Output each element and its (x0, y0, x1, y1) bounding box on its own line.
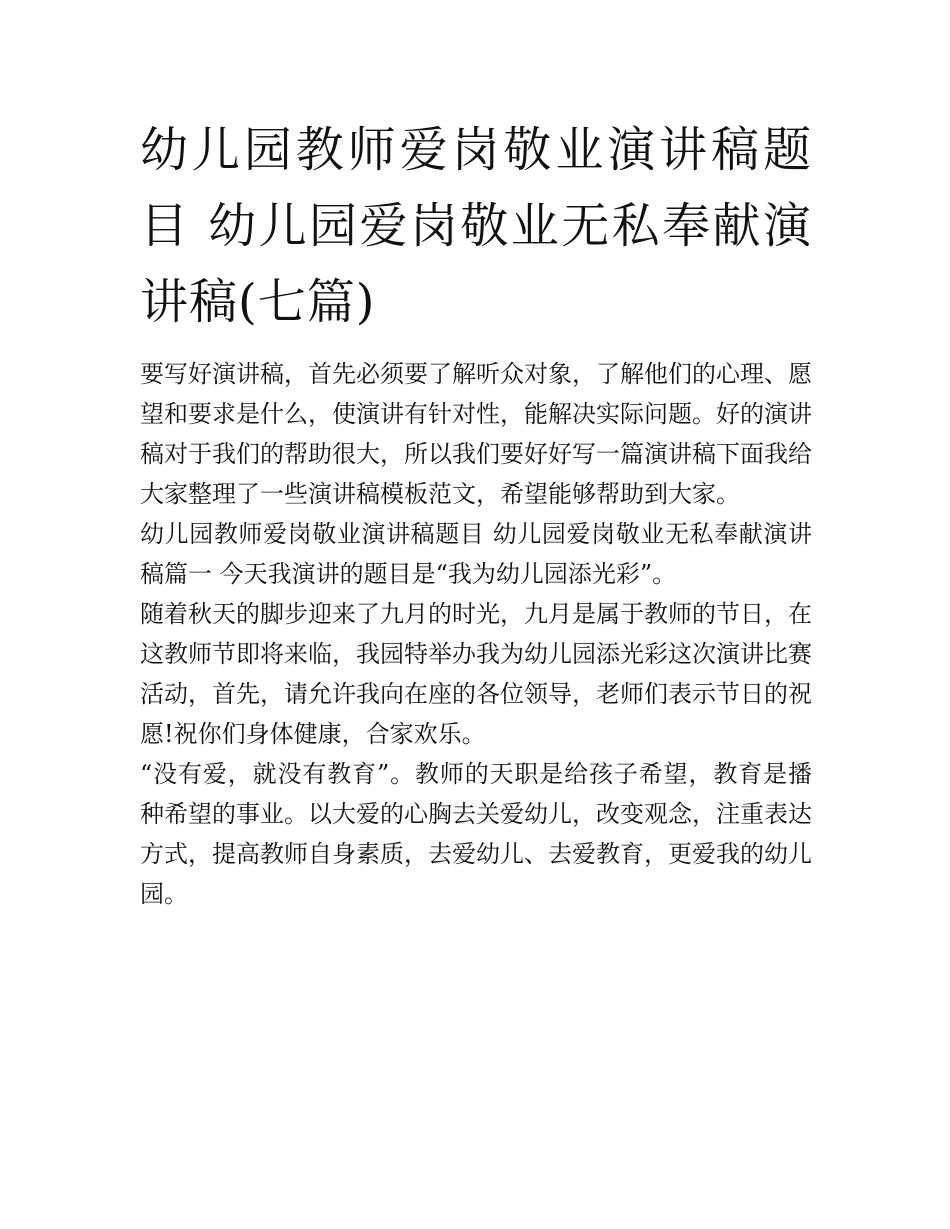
paragraph-autumn: 随着秋天的脚步迎来了九月的时光，九月是属于教师的节日，在这教师节即将来临，我园特举办我为幼儿园添光彩这次演讲比赛活动，首先，请允许我向在座的各位领导，老师们表示节日的祝愿!祝你们身体健康，合家欢乐。 (140, 600, 812, 748)
document-page (140, 112, 812, 914)
document-body (140, 354, 812, 914)
paragraph-love-education: “没有爱，就没有教育”。教师的天职是给孩子希望，教育是播种希望的事业。以大爱的心胸去关爱幼儿，改变观念，注重表达方式，提高教师自身素质，去爱幼儿、去爱教育，更爱我的幼儿园。 (140, 760, 812, 908)
document-title: 幼儿园教师爱岗敬业演讲稿题目 幼儿园爱岗敬业无私奉献演讲稿(七篇) (140, 122, 812, 330)
paragraph-heading-1: 幼儿园教师爱岗敬业演讲稿题目 幼儿园爱岗敬业无私奉献演讲稿篇一 今天我演讲的题目是“我为幼儿园添光彩”。 (140, 520, 812, 588)
paragraph-intro: 要写好演讲稿，首先必须要了解听众对象，了解他们的心理、愿望和要求是什么，使演讲有针对性，能解决实际问题。好的演讲稿对于我们的帮助很大，所以我们要好好写一篇演讲稿下面我给大家整理了一些演讲稿模板范文，希望能够帮助到大家。 (140, 360, 812, 508)
